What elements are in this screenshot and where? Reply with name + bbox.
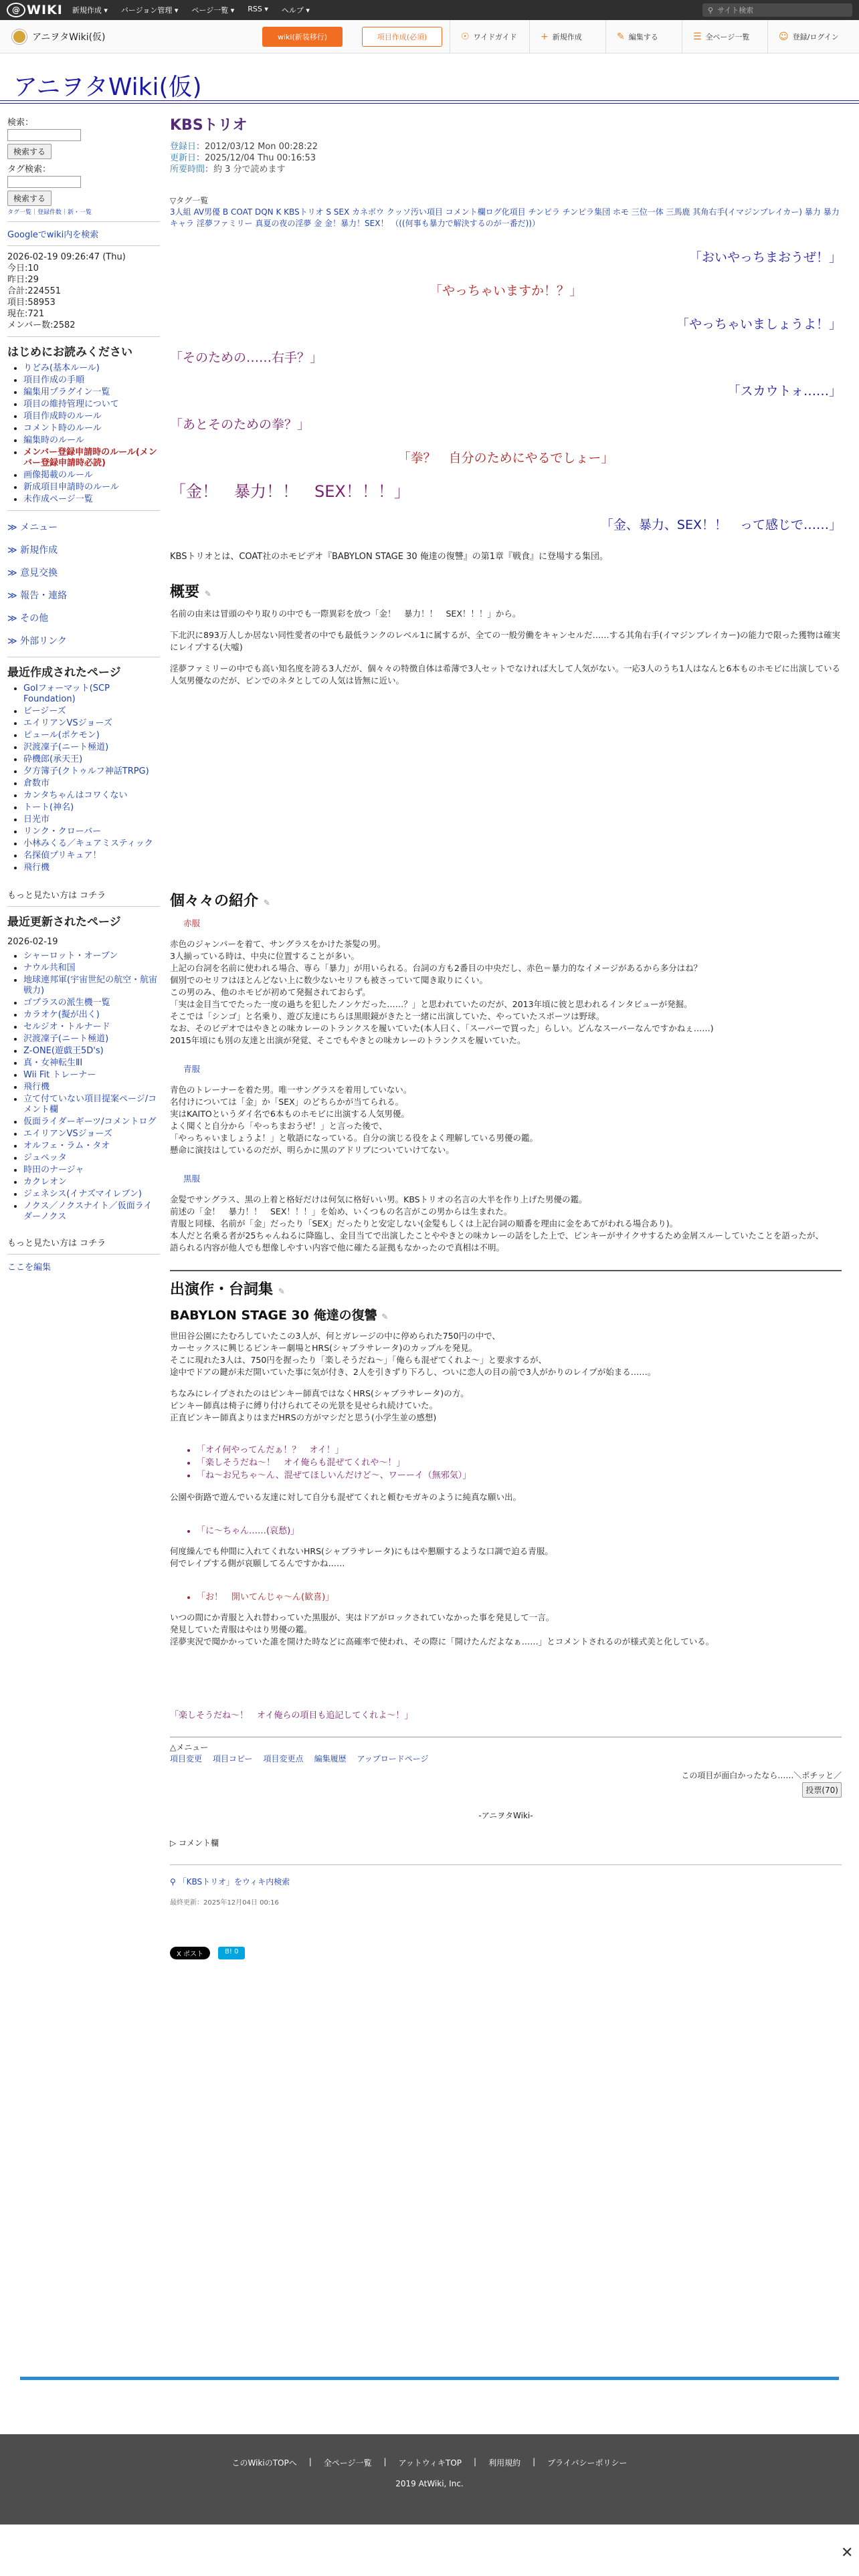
updated-link[interactable]: ノクス／ノクスナイト／仮面ライダーノクス bbox=[23, 1201, 153, 1222]
welcome-link[interactable]: りどみ(基本ルール) bbox=[23, 363, 100, 373]
section-heading: 個々々の紹介 ✎ bbox=[170, 893, 270, 909]
bottom-link[interactable]: 編集履歴 bbox=[314, 1754, 347, 1763]
site-name[interactable]: アニヲタWiki(仮) bbox=[32, 32, 106, 43]
subsection-heading: BABYLON STAGE 30 俺達の復讐 ✎ bbox=[170, 1308, 389, 1323]
sidebar bbox=[7, 114, 160, 1273]
updated-link[interactable]: Wii Fit トレーナー bbox=[23, 1070, 96, 1080]
updated-link[interactable]: オルフェ・ラム・タオ bbox=[23, 1141, 110, 1151]
site-avatar-icon bbox=[12, 29, 27, 44]
recent-link[interactable]: 砕機郎(承天王) bbox=[23, 754, 83, 764]
new-page-button[interactable]: + 新規作成 bbox=[529, 20, 599, 53]
wiki-footer-name: -アニヲタWiki- bbox=[478, 1811, 533, 1820]
more-updated-link[interactable]: もっと見たい方は コチラ bbox=[7, 1239, 106, 1249]
tag-list-header[interactable]: ▽タグ一覧 bbox=[170, 196, 209, 205]
welcome-link[interactable]: 項目作成の手順 bbox=[23, 375, 85, 385]
char-desc: 赤色のジャンパーを着て、サングラスをかけた茶髪の男。 bbox=[170, 939, 386, 949]
bottom-link[interactable]: 項目変更 bbox=[170, 1754, 203, 1763]
menu-link[interactable]: ≫ メニュー bbox=[7, 522, 58, 533]
footer-link[interactable]: このWikiのTOPへ bbox=[231, 2458, 297, 2468]
plot-line: 途中でドアの鍵が未だ開いていた事に気が付き、2人を引きずり下ろし、ついに恋人の目の前で3人がかりのレイプが始まる……。 bbox=[170, 1367, 656, 1377]
updated-link[interactable]: エイリアンVSジョーズ bbox=[23, 1129, 112, 1139]
quote-line: • 「ね〜お兄ちゃ〜ん、混ぜてほしいんだけど〜、ワーーイ（無邪気）」 bbox=[197, 1469, 842, 1482]
stat-total: 合計:224551 bbox=[7, 286, 62, 296]
stat-today: 今日:10 bbox=[7, 263, 39, 274]
search-icon: ⚲ bbox=[170, 1877, 179, 1887]
menu-link[interactable]: ≫ 報告・連絡 bbox=[7, 591, 68, 601]
tag-search-label: タグ検索： bbox=[7, 165, 52, 175]
char-desc: よく聞くと自分から「やっちまおうぜ！」と言った後で、 bbox=[170, 1121, 387, 1131]
quote-line: • 「オイ何やってんだぁ！？ オイ！」 bbox=[197, 1444, 842, 1457]
section-heading: 出演作・台詞集 ✎ bbox=[170, 1281, 285, 1298]
stat-items: 項目:58953 bbox=[7, 298, 56, 308]
divider bbox=[7, 221, 160, 222]
overview-p3: 淫夢ファミリーの中でも高い知名度を誇る3人だが、個々々の特徴自体は希薄で3人セットでなければ大して人気がない。一応3人のうち1人はなんと6本ものホモビに出演している人気男優なのだが、ピンでのネタとしての人気は皆無に近い。 bbox=[170, 663, 841, 685]
section-edit-icon[interactable]: ✎ bbox=[263, 898, 270, 907]
atwiki-logo[interactable] bbox=[7, 3, 63, 17]
ad-space bbox=[170, 687, 842, 871]
char-desc: 青服と同様、名前が「金」だったり「SEX」だったりと安定しない(金髪もしくは上記台詞の順番を理由に金をあてがわれる場合あり)。 bbox=[170, 1218, 678, 1228]
bottom-link[interactable]: アップロードページ bbox=[357, 1754, 429, 1763]
char-desc: 「やっちゃいましょうよ！」と敬語になっている。自分の演じる役をよく理解している男優の鑑。 bbox=[170, 1133, 539, 1143]
updated-date: 2026-02-19 bbox=[7, 937, 58, 947]
recent-link[interactable]: 飛行機 bbox=[23, 863, 50, 873]
char-desc: 個別でのセリフはほとんどない上に数少ないセリフも被さっていて聞き取りにくい。 bbox=[170, 975, 488, 985]
hatena-bookmark-button[interactable]: B! 0 bbox=[218, 1947, 245, 1959]
menu-link[interactable]: ≫ 新規作成 bbox=[7, 545, 58, 556]
char-desc: 上記の台詞を名前に使われる場合、専ら「暴力」が用いられる。台詞の方も2番目の中央だし、赤色＝暴力的なイメージがあるから多分はね？ bbox=[170, 963, 702, 973]
site-search-input[interactable] bbox=[702, 3, 852, 17]
bottom-link[interactable]: 項目変更点 bbox=[263, 1754, 304, 1763]
page-meta bbox=[170, 141, 842, 175]
quote-block bbox=[170, 248, 842, 534]
menu-new[interactable]: 新規作成 ▾ bbox=[72, 6, 108, 15]
recent-link[interactable]: 沢渡凜子(ニート極道) bbox=[23, 742, 109, 752]
menu-link[interactable]: ≫ 意見交換 bbox=[7, 568, 58, 578]
char-desc: なお、そのビデオではやきとの味カレーのトランクスを履いていた(本人曰く、「スーパーで買った」らしい。どんなスーパーなんですかねぇ……) bbox=[170, 1023, 714, 1033]
quote: 「あとそのための拳？」 bbox=[170, 417, 310, 432]
main-content bbox=[170, 114, 842, 1959]
separator: | bbox=[383, 2457, 387, 2466]
tag-search-button[interactable]: 検索する bbox=[7, 191, 52, 206]
quote: 「そのための……右手？」 bbox=[170, 350, 323, 365]
stat-date: 2026-02-19 09:26:47 (Thu) bbox=[7, 252, 126, 262]
char-desc: そこでは「シンゴ」と名乗り、遊び友達にちらほ黒眼鏡がきたと一緒に出演していた、やっていたスポーツは野球。 bbox=[170, 1011, 605, 1021]
all-pages-button[interactable]: ☰ 全ページ一覧 bbox=[682, 20, 765, 53]
updated-link[interactable]: シャーロット・オーブン bbox=[23, 951, 118, 961]
updated-link[interactable]: 地球連邦軍(宇宙世紀の航空・航宙戦力) bbox=[23, 975, 158, 996]
stat-members: メンバー数:2582 bbox=[7, 320, 76, 330]
char-desc: この男のみ、他のホモビが初めて発掘されておらず。 bbox=[170, 987, 371, 997]
recent-link[interactable]: GoIフォーマット(SCP Foundation) bbox=[23, 683, 110, 704]
char-desc: 懸命に演技はしているのだが、明らかに黒のアドリブについていけてない。 bbox=[170, 1145, 454, 1155]
item-create-button[interactable]: 項目作成(必須) bbox=[362, 27, 442, 47]
title-rule bbox=[0, 100, 859, 104]
quote-list bbox=[197, 1523, 842, 1536]
wiki-title[interactable]: アニヲタWiki(仮) bbox=[13, 74, 202, 101]
updated-link[interactable]: ゴプラスの派生機一覧 bbox=[23, 998, 110, 1008]
overview-p2: 下北沢に893万人しか居ない同性愛者の中でも最低ランクのレベル1に属するが、全ての一般労働をキャンセルだ……する其角右手(イマジンブレイカー)の能力で限った獲物は確実にレイプする(大嘘) bbox=[170, 630, 841, 652]
plot-line: カーセックスに興じるピンキー劇場とHRS(シャブラサレータ)のカップルを発見。 bbox=[170, 1343, 478, 1353]
char-desc: 本人だと名乗る者が25ちゃんねるに降臨し、金目当てで出演したことややきとの味カレーの話をした上で、ビンキーがサイクサするため金屑スルーしていたことを語ったが、 bbox=[170, 1230, 824, 1241]
pencil-icon: ✎ bbox=[617, 31, 625, 42]
intro-text: KBSトリオとは、COAT社のホモビデオ『BABYLON STAGE 30 俺達の復讐』の第1章『戦食』に登場する集団。 bbox=[170, 552, 609, 562]
quote: 「金、暴力、SEX！！ って感じで……」 bbox=[600, 518, 842, 532]
updated-link[interactable]: カラオケ(擬が出く) bbox=[23, 1010, 100, 1020]
updated-link[interactable]: セルジオ・トルナード bbox=[23, 1022, 110, 1032]
welcome-link[interactable]: 未作成ページ一覧 bbox=[23, 494, 93, 504]
x-share-button[interactable]: X ポスト bbox=[170, 1947, 210, 1959]
updated-link[interactable]: 沢渡凜子(ニート極道) bbox=[23, 1034, 109, 1044]
plot-line: 公園や街路で遊んでいる友達に対して自分も混ぜてくれと頼むモガキのように純真な願い出。 bbox=[170, 1492, 522, 1502]
quote: 「拳？ 自分のためにやるでしょー」 bbox=[397, 451, 614, 465]
wiki-search-input[interactable] bbox=[7, 129, 81, 141]
tag-links[interactable]: タグ一覧｜登録件数｜新・一覧 bbox=[7, 209, 92, 216]
stat-current: 現在:721 bbox=[7, 309, 45, 319]
logo-text: WIKI bbox=[27, 3, 63, 17]
plot-line: ちなみにレイプされたのはピンキー師真ではなくHRS(シャブラサレータ)の方。 bbox=[170, 1388, 469, 1398]
bottom-link[interactable]: 項目コピー bbox=[213, 1754, 253, 1763]
share-buttons bbox=[170, 1947, 842, 1959]
plot-line: 淫夢実況で聞かかっていた誰を開けた時などに高確率で使われ、その際に「開けたんだよなぁ……」とコメントされるのが様式美と化している。 bbox=[170, 1636, 714, 1646]
search-submit-button[interactable]: 検索する bbox=[7, 144, 52, 159]
meta-key: 所要時間 bbox=[170, 165, 205, 175]
updated-link[interactable]: 真・女神転生ⅡⅠ bbox=[23, 1058, 83, 1068]
bottom-menu-toggle[interactable]: △メニュー bbox=[170, 1743, 209, 1752]
divider bbox=[170, 1864, 842, 1865]
separator: | bbox=[474, 2457, 477, 2466]
tag-search-input[interactable] bbox=[7, 176, 81, 188]
meta-value: ：2025/12/04 Thu 00:16:53 bbox=[196, 153, 316, 163]
guide-button[interactable]: ☉ ワイドガイド bbox=[450, 20, 519, 53]
recent-link[interactable]: エイリアンVSジョーズ bbox=[23, 718, 112, 728]
logo-at-icon: @ bbox=[7, 3, 25, 17]
section-edit-icon[interactable]: ✎ bbox=[204, 589, 211, 599]
site-bar bbox=[0, 20, 859, 53]
login-button[interactable]: ☺ 登録/ログイン bbox=[767, 20, 859, 53]
search-icon: ⚲ bbox=[708, 5, 714, 15]
welcome-link[interactable]: コメント時のルール bbox=[23, 423, 102, 433]
comment-toggle[interactable]: ▷ コメント欄 bbox=[170, 1838, 219, 1848]
char-desc: 前述の「金！ 暴力！！ SEX！！！」を始め、いくつもの名言がこの男からは生まれた。 bbox=[170, 1206, 512, 1216]
plus-icon: + bbox=[541, 31, 549, 42]
google-search-link[interactable]: Googleでwiki内を検索 bbox=[7, 230, 99, 240]
char-desc: 語られる内容が他人でも想像しやすい内容で他に確たる証拠もなかったので真相は不明。 bbox=[170, 1243, 505, 1253]
updated-list bbox=[23, 951, 160, 1222]
divider bbox=[7, 906, 160, 907]
meta-key: 登録日 bbox=[170, 142, 197, 152]
quote-list bbox=[197, 1590, 842, 1602]
updated-link[interactable]: 立て付ていない項目提案ページ/コメント欄 bbox=[23, 1094, 157, 1115]
updated-link[interactable]: 飛行機 bbox=[23, 1082, 50, 1092]
welcome-link[interactable]: 編集用プラグイン一覧 bbox=[23, 387, 110, 397]
updated-link[interactable]: ジェネシス(イナズマイレブン) bbox=[23, 1189, 142, 1199]
updated-heading: 最近更新されたページ bbox=[7, 916, 121, 929]
wiki-migrate-button[interactable]: wiki(新装移行) bbox=[262, 27, 343, 47]
wiki-search-link[interactable]: 「KBSトリオ」をウィキ内検索 bbox=[178, 1877, 290, 1887]
separator: | bbox=[308, 2457, 312, 2466]
footer-link[interactable]: 利用規約 bbox=[488, 2458, 521, 2468]
search-label: 検索： bbox=[7, 118, 34, 128]
updated-link[interactable]: 仮面ライダーギーツ/コメントログ bbox=[23, 1117, 157, 1127]
stats-block bbox=[7, 251, 160, 331]
footer-link[interactable]: アットウィキTOP bbox=[398, 2458, 462, 2468]
quote-list bbox=[197, 1444, 842, 1482]
char-desc: 名付けについては「金」か「SEX」のどちらかが当てられる。 bbox=[170, 1097, 404, 1107]
character-name-red: 赤服 bbox=[183, 918, 201, 928]
menu-link[interactable]: ≫ 外部リンク bbox=[7, 636, 67, 647]
welcome-heading: はじめにお読みください bbox=[7, 346, 132, 359]
character-name-blue: 青服 bbox=[183, 1064, 201, 1074]
section-edit-icon[interactable]: ✎ bbox=[381, 1312, 389, 1321]
plot-line: 何度繰んでも仲間に入れてくれないHRS(シャブラサレータ)にもはや懇願するような口調で迫る青服。 bbox=[170, 1546, 553, 1556]
separator: | bbox=[533, 2457, 536, 2466]
page-title: KBSトリオ bbox=[170, 117, 248, 134]
char-desc: 「実は金目当てでたった一度の過ちを犯したノンケだった……？」と思われていたのだが、2013年頃に彼と思われるインタビューが発掘。 bbox=[170, 999, 692, 1009]
top-menu bbox=[72, 5, 323, 15]
menu-link[interactable]: ≫ その他 bbox=[7, 613, 49, 624]
char-desc: 3人揃っている時は、中央に位置することが多い。 bbox=[170, 951, 359, 961]
recent-link[interactable]: カンタちゃんはコワくない bbox=[23, 790, 128, 800]
recent-link[interactable]: ピュール(ポケモン) bbox=[23, 730, 100, 740]
plot-line: そこに現れた3人は、750円を握ったり「楽しそうだね〜」「俺らも混ぜてくれよ〜」と要求するが、 bbox=[170, 1355, 547, 1365]
list-icon: ☰ bbox=[693, 31, 702, 42]
last-update: 最終更新：2025年12月04日 00:16 bbox=[170, 1899, 279, 1907]
menu-version[interactable]: バージョン管理 ▾ bbox=[120, 6, 179, 15]
quote: 「スカウトォ……」 bbox=[727, 384, 842, 399]
meta-value: ：2012/03/12 Mon 00:28:22 bbox=[196, 142, 318, 152]
plot-line: 世田谷公園にたむろしていたこの3人が、何とガレージの中に停められた750円の中で、 bbox=[170, 1331, 500, 1341]
meta-value: ：約 3 分で読めます bbox=[205, 165, 286, 175]
char-desc: 2015年頃にも別の友達と出演が発覚、そこでもやきとの味カレーのトランクスを履いていた。 bbox=[170, 1035, 526, 1045]
recent-link[interactable]: ビージーズ bbox=[23, 706, 66, 716]
recent-link[interactable]: 夕方簿子(クトゥルフ神話TRPG) bbox=[23, 766, 149, 776]
updated-link[interactable]: ジュペッタ bbox=[23, 1153, 67, 1163]
recent-link[interactable]: 名探偵プリキュア！ bbox=[23, 851, 102, 861]
footer-link[interactable]: プライバシーポリシー bbox=[547, 2458, 628, 2468]
blue-bar bbox=[20, 2377, 839, 2380]
updated-link[interactable]: Z-ONE(遊戯王5D's) bbox=[23, 1046, 104, 1056]
character-card bbox=[170, 1063, 842, 1156]
bottom-links bbox=[170, 1753, 842, 1764]
meta-key: 更新日 bbox=[170, 153, 197, 163]
quote-big: 「金！ 暴力！！ SEX！！！」 bbox=[170, 482, 410, 501]
char-desc: 青色のトレーナーを着た男。唯一サングラスを着用していない。 bbox=[170, 1085, 412, 1095]
recent-link[interactable]: リンク・クローバー bbox=[23, 827, 102, 837]
welcome-link[interactable]: 新成項目申請時のルール bbox=[23, 482, 119, 492]
menu-pages[interactable]: ページ一覧 ▾ bbox=[191, 6, 235, 15]
plot-line: 発見していた青服はやはり男優の鑑。 bbox=[170, 1624, 312, 1634]
welcome-list bbox=[23, 363, 160, 505]
quote: 「やっちゃいますか！？」 bbox=[429, 284, 582, 298]
divider bbox=[7, 336, 160, 337]
tag-list bbox=[170, 195, 842, 229]
welcome-link[interactable]: 項目の維持管理について bbox=[23, 399, 119, 409]
overview-p1: 名前の由来は冒頭のやり取りの中でも一際異彩を放つ「金！ 暴力！！ SEX！！！」から。 bbox=[170, 609, 521, 619]
footer-links bbox=[0, 2457, 859, 2468]
tag-links[interactable]: 3人組 AV男優 B COAT DQN K KBSトリオ S SEX カネボウ クッソ汚い項目 コメント欄ログ化項目 チンピラ チンピラ集団 ホモ 三位一体 三馬鹿 其角右手(イマジンブレイカー) 暴力 暴力キャラ 淫夢ファミリー 真夏の夜の淫夢 金 金！暴力！SEX！ （((何事も暴力で解決するのが一番だ))） bbox=[170, 207, 840, 228]
search-placeholder: サイト検索 bbox=[717, 6, 754, 15]
site-footer bbox=[0, 2434, 859, 2525]
closing-quote: 「楽しそうだね〜！ オイ俺らの項目も追記してくれよ〜！」 bbox=[170, 1711, 413, 1721]
plot-line: いつの間にか青服と入れ替わっていた黒服が、実はドアがロックされていなかった事を発見して一言。 bbox=[170, 1612, 555, 1622]
recent-link[interactable]: 倉数市 bbox=[23, 778, 50, 788]
welcome-link[interactable]: 項目作成時のルール bbox=[23, 411, 102, 421]
menu-rss[interactable]: RSS ▾ bbox=[248, 5, 268, 13]
edit-sidebar-link[interactable]: ここを編集 bbox=[7, 1263, 52, 1273]
stat-yesterday: 昨日:29 bbox=[7, 275, 39, 285]
divider bbox=[7, 1254, 160, 1255]
top-bar bbox=[0, 0, 859, 20]
footer-link[interactable]: 全ページ一覧 bbox=[323, 2458, 372, 2468]
char-desc: 実はKAITOというダイ名で6本ものホモビに出演する人気男優。 bbox=[170, 1109, 409, 1119]
plot-line: 正直ピンキー師真よりはまだHRSの方がマシだと思う(小学生並の感想) bbox=[170, 1412, 437, 1422]
character-card bbox=[170, 1172, 842, 1254]
recent-heading: 最近作成されたページ bbox=[7, 666, 121, 679]
vote-button[interactable]: 投票(70) bbox=[802, 1782, 842, 1798]
plot-line: 何でレイプする側が哀願してるんですかね…… bbox=[170, 1558, 345, 1568]
user-icon: ☺ bbox=[779, 31, 789, 42]
more-recent-link[interactable]: もっと見たい方は コチラ bbox=[7, 891, 106, 901]
vote-prompt: この項目が面白かったなら……＼ポチッと／ bbox=[681, 1771, 842, 1780]
section-divider bbox=[170, 1270, 842, 1271]
close-ad-icon[interactable]: ✕ bbox=[841, 2545, 854, 2561]
recent-link[interactable]: 日光市 bbox=[23, 815, 50, 825]
updated-link[interactable]: カクレオン bbox=[23, 1177, 68, 1187]
character-name-black: 黒服 bbox=[183, 1174, 201, 1184]
menu-help[interactable]: ヘルプ ▾ bbox=[281, 6, 310, 15]
copyright: 2019 AtWiki, Inc. bbox=[395, 2479, 464, 2488]
plot-line: ピンキー師真は椅子に縛り付けられてその光景を見せられ続けていた。 bbox=[170, 1400, 438, 1410]
welcome-link[interactable]: 編集時のルール bbox=[23, 435, 84, 445]
quote-line: • 「に〜ちゃん……(哀愁)」 bbox=[197, 1523, 842, 1536]
quote: 「おいやっちまおうぜ！」 bbox=[688, 250, 842, 265]
divider bbox=[7, 510, 160, 511]
section-edit-icon[interactable]: ✎ bbox=[278, 1287, 285, 1296]
quote-line: • 「楽しそうだね〜！ オイ俺らも混ぜてくれや〜！」 bbox=[197, 1457, 842, 1469]
updated-link[interactable]: 時田のナージャ bbox=[23, 1165, 84, 1175]
welcome-link-member[interactable]: メンバー登録申請時のルール(メンバー登録申請時必読) bbox=[23, 447, 157, 468]
quote-line: • 「お！ 開いてんじゃ〜ん(歓喜)」 bbox=[197, 1590, 842, 1602]
edit-button[interactable]: ✎ 編集する bbox=[605, 20, 675, 53]
welcome-link[interactable]: 画像掲載のルール bbox=[23, 470, 93, 480]
updated-link[interactable]: ナウル共和国 bbox=[23, 963, 76, 973]
lightbulb-icon: ☉ bbox=[461, 31, 470, 42]
divider bbox=[7, 245, 160, 246]
quote: 「やっちゃいましょうよ！」 bbox=[676, 317, 842, 332]
recent-link[interactable]: トート(神名) bbox=[23, 802, 74, 813]
char-desc: 金髪でサングラス、黒の上着と格好だけは何気に格好いい男。KBSトリオの名言の大半を作り上げた男優の鑑。 bbox=[170, 1194, 587, 1204]
recent-link[interactable]: 小林みくる／キュアミスティック bbox=[23, 839, 153, 849]
character-card bbox=[170, 917, 842, 1047]
section-heading: 概要 ✎ bbox=[170, 584, 211, 601]
recent-list bbox=[23, 683, 160, 873]
